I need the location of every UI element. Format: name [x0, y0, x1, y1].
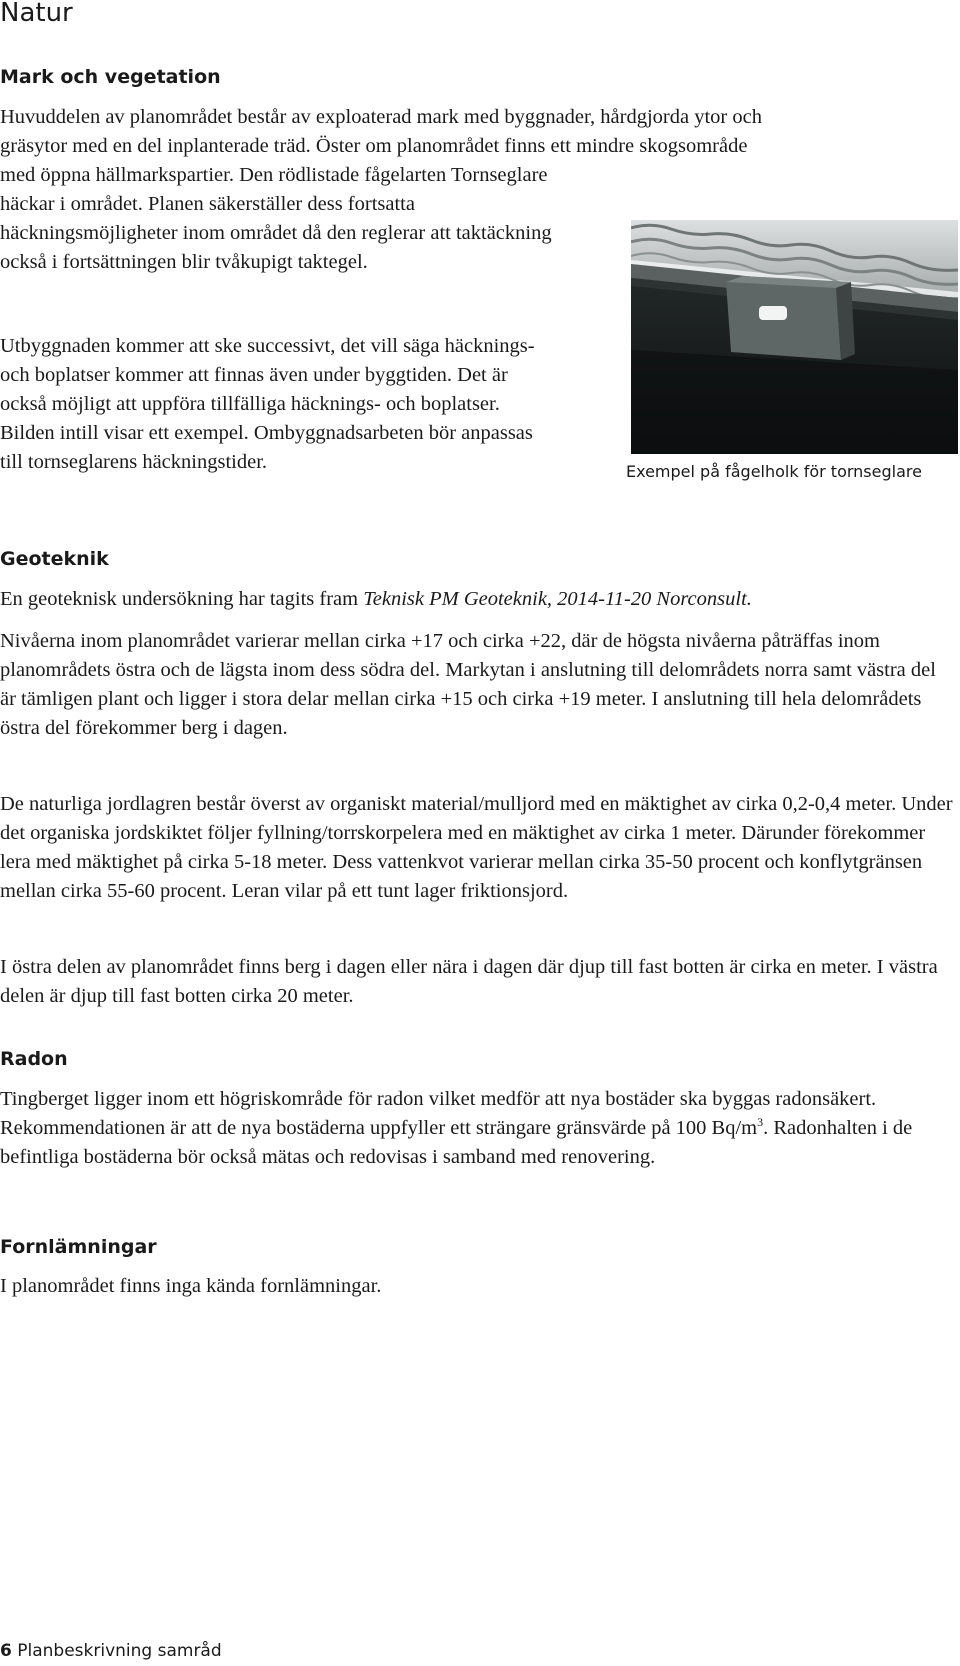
mark-p1-rest: med öppna hällmarkspartier. Den rödlistade fågelarten Tornseglare häckar i området. Planen säkerställer dess fortsatta häckningsmöjligheter inom området då den reglerar att taktäckning också i fortsättningen blir tvåkupigt taktegel. [0, 164, 552, 273]
page-number: 6 [0, 1641, 12, 1661]
section-heading-mark: Mark och vegetation [0, 66, 221, 88]
fornlamningar-paragraph: I planområdet finns inga kända fornlämningar. [0, 1275, 382, 1297]
mark-p1-line2: gräsytor med en del inplanterade träd. Öster om planområdet finns ett mindre skogsområde [0, 135, 748, 157]
bird-box-photo [631, 220, 958, 454]
radon-p1-suffix: . Radonhalten i de befintliga bostäderna bör också mätas och redovisas i samband med renovering. [0, 1117, 913, 1168]
geoteknik-paragraph-4: I östra delen av planområdet finns berg i dagen eller nära i dagen där djup till fast botten är cirka en meter. I västra delen är djup till fast botten cirka 20 meter. [0, 956, 938, 1007]
radon-p1-prefix: Tingberget ligger inom ett högriskområde för radon vilket medför att nya bostäder ska byggas radonsäkert. Rekommendationen är att de nya bostäderna uppfyller ett strängare gränsvärde på 100 Bq/m [0, 1088, 877, 1139]
section-heading-fornlamningar: Fornlämningar [0, 1236, 157, 1258]
geoteknik-p1-prefix: En geoteknisk undersökning har tagits fram [0, 588, 364, 610]
section-heading-geoteknik [0, 548, 109, 570]
geoteknik-report-reference: Teknisk PM Geoteknik, 2014-11-20 Norconsult. [363, 588, 752, 610]
geoteknik-paragraph-1 [0, 585, 955, 614]
document-title: Planbeskrivning samråd [17, 1641, 222, 1661]
radon-paragraph [0, 1085, 955, 1172]
section-heading-radon: Radon [0, 1048, 68, 1070]
geoteknik-heading-text: Geoteknik [0, 548, 109, 570]
radon-superscript: 3 [757, 1115, 764, 1130]
image-caption: Exempel på fågelholk för tornseglare [626, 462, 922, 481]
bird-box-illustration [631, 220, 958, 454]
mark-paragraph-2: Utbyggnaden kommer att ske successivt, det vill säga häcknings- och boplatser kommer att finnas även under byggtiden. Det är också möjligt att uppföra tillfälliga häcknings- och boplatser. Bilden intill visar ett exempel. Ombyggnadsarbeten bör anpassas till tornseglarens häckningstider. [0, 335, 535, 473]
mark-p1-line1: Huvuddelen av planområdet består av exploaterad mark med byggnader, hårdgjorda ytor och [0, 106, 762, 128]
page-title: Natur [0, 0, 73, 28]
geoteknik-paragraph-3: De naturliga jordlagren består överst av organiskt material/mulljord med en mäktighet av cirka 0,2-0,4 meter. Under det organiska jordskiktet följer fyllning/torrskorpelera med en mäktighet av cirka 1 meter. Därunder förekommer lera med mäktighet på cirka 5-18 meter. Dess vattenkvot varierar mellan cirka 35-50 procent och konflytgränsen mellan cirka 55-60 procent. Leran vilar på ett tunt lager friktionsjord. [0, 793, 953, 902]
geoteknik-paragraph-2: Nivåerna inom planområdet varierar mellan cirka +17 och cirka +22, där de högsta nivåerna påträffas inom planområdets östra och de lägsta inom dess södra del. Markytan i anslutning till delområdets norra samt västra del är tämligen plant och ligger i stora delar mellan cirka +15 och cirka +19 meter. I anslutning till hela delområdets östra del förekommer berg i dagen. [0, 630, 936, 739]
page-footer [0, 1641, 222, 1661]
